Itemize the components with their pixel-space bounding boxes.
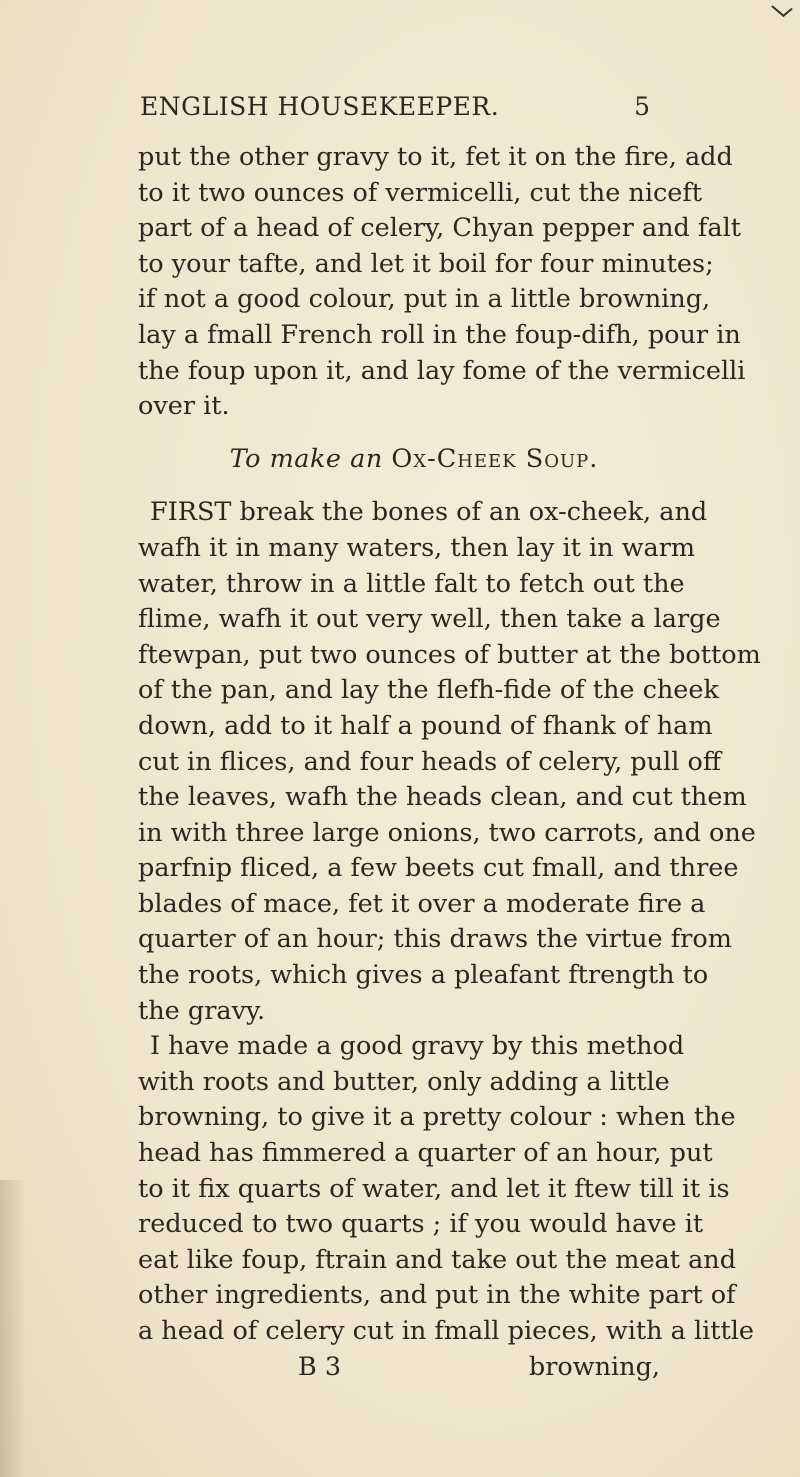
page-edge-shadow	[0, 1180, 26, 1477]
recipe-heading	[138, 442, 660, 478]
text-line: with roots and butter, only adding a little	[138, 1066, 670, 1097]
text-line: parfnip fliced, a few beets cut fmall, and three	[138, 853, 739, 884]
text-line: cut in flices, and four heads of celery, pull off	[138, 746, 721, 777]
signature-mark: B 3	[298, 1351, 342, 1382]
text-line: FIRST break the bones of an ox-cheek, and	[150, 497, 708, 528]
text-line: wafh it in many waters, then lay it in warm	[138, 532, 696, 563]
text-line: flime, wafh it out very well, then take a large	[138, 604, 721, 635]
text-line: put the other gravy to it, fet it on the fire, add	[138, 142, 733, 172]
catchword: browning,	[528, 1351, 660, 1382]
text-line: reduced to two quarts ; if you would have it	[138, 1209, 704, 1240]
text-line: eat like foup, ftrain and take out the meat and	[138, 1244, 737, 1275]
text-line: the gravy.	[138, 995, 266, 1026]
text-line: if not a good colour, put in a little browning,	[138, 284, 711, 315]
text-line: to it two ounces of vermicelli, cut the niceft	[138, 177, 703, 208]
text-line: lay a fmall French roll in the foup-difh, pour in	[138, 319, 741, 350]
recipe-heading-lead: To make an	[229, 443, 383, 474]
recipe-heading-name: Ox-Cheek Soup.	[391, 443, 599, 474]
text-line: to it fix quarts of water, and let it ftew till it is	[138, 1173, 730, 1204]
recipe-paragraph	[138, 495, 761, 1029]
page-body	[138, 140, 761, 1385]
page-footer	[138, 1350, 660, 1386]
text-line: in with three large onions, two carrots, and one	[138, 817, 756, 848]
text-line: a head of celery cut in fmall pieces, with a little	[138, 1316, 755, 1346]
text-line: the foup upon it, and lay fome of the vermicelli	[138, 355, 746, 386]
text-line: to your tafte, and let it boil for four minutes;	[138, 248, 714, 279]
check-mark-icon	[771, 0, 793, 17]
text-line: down, add to it half a pound of fhank of ham	[138, 710, 713, 741]
text-line: water, throw in a little falt to fetch out the	[138, 568, 685, 599]
text-line: I have made a good gravy by this method	[150, 1031, 685, 1062]
method-paragraph	[138, 1029, 755, 1349]
text-line: browning, to give it a pretty colour : when the	[138, 1102, 736, 1133]
running-header	[140, 92, 650, 132]
text-line: part of a head of celery, Chyan pepper and falt	[138, 213, 741, 244]
text-line: ftewpan, put two ounces of butter at the bottom	[138, 639, 761, 670]
running-title: ENGLISH HOUSEKEEPER.	[140, 92, 500, 121]
text-line: other ingredients, and put in the white part of	[138, 1280, 736, 1311]
text-line: the roots, which gives a pleafant ftrength to	[138, 960, 709, 991]
text-line: of the pan, and lay the flefh-fide of the cheek	[138, 675, 719, 706]
text-line: head has fimmered a quarter of an hour, put	[138, 1138, 713, 1169]
text-line: over it.	[138, 391, 230, 422]
text-line: quarter of an hour; this draws the virtue from	[138, 924, 732, 955]
paragraph-continuation	[138, 140, 746, 425]
text-line: the leaves, wafh the heads clean, and cut them	[138, 782, 747, 813]
text-line: blades of mace, fet it over a moderate fire a	[138, 888, 706, 919]
page-number: 5	[634, 92, 650, 121]
